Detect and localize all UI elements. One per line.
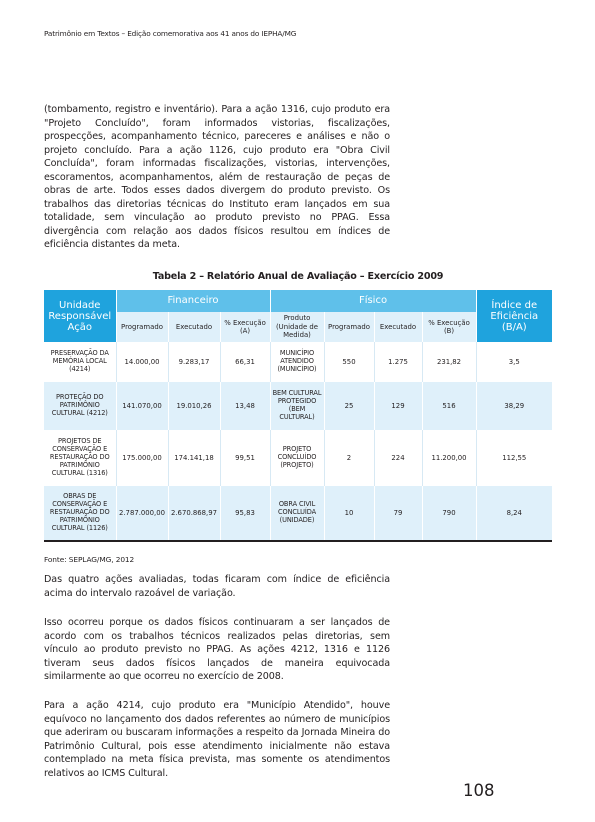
body-paragraph: Para a ação 4214, cujo produto era "Município Atendido", houve equívoco no lançamento dos dados referentes ao número de municípios que aderiram ou buscaram informações a respeito da Jornada Mineira do Patrimônio Cultural, pois esse atendimento inicialmente não estava contemplado na meta física prevista, mas somente os atendimentos relativos ao ICMS Cultural. bbox=[44, 700, 390, 779]
cell-phy-executed: 1.275 bbox=[374, 342, 422, 382]
table-source: Fonte: SEPLAG/MG, 2012 bbox=[44, 555, 135, 564]
cell-phy-pct: 790 bbox=[422, 486, 476, 540]
header-efficiency: Índice de Eficiência (B/A) bbox=[476, 290, 552, 342]
cell-product: OBRA CIVIL CONCLUÍDA (UNIDADE) bbox=[270, 486, 324, 540]
cell-phy-executed: 224 bbox=[374, 430, 422, 486]
report-table bbox=[44, 290, 552, 540]
header-fin-executed: Executado bbox=[168, 312, 220, 342]
cell-fin-programmed: 2.787.000,00 bbox=[116, 486, 168, 540]
cell-fin-pct: 66,31 bbox=[220, 342, 270, 382]
cell-phy-pct: 231,82 bbox=[422, 342, 476, 382]
header-phy-pct: % Execução (B) bbox=[422, 312, 476, 342]
cell-product: MUNICÍPIO ATENDIDO (MUNICÍPIO) bbox=[270, 342, 324, 382]
table-row bbox=[44, 342, 552, 382]
cell-fin-pct: 13,48 bbox=[220, 382, 270, 430]
cell-efficiency: 3,5 bbox=[476, 342, 552, 382]
page-number: 108 bbox=[463, 781, 495, 800]
cell-efficiency: 38,29 bbox=[476, 382, 552, 430]
header-fin-programmed: Programado bbox=[116, 312, 168, 342]
header-phy-programmed: Programado bbox=[324, 312, 374, 342]
body-paragraph: (tombamento, registro e inventário). Para a ação 1316, cujo produto era "Projeto Concluído", foram informados vistorias, fiscalizações, prospecções, acompanhamento técnico, pareceres e análises e não o projeto concluído. Para a ação 1126, cujo produto era "Obra Civil Concluída", foram informadas fiscalizações, vistorias, intervenções, escoramentos, acompanhamentos, além de restauração de peças de obras de arte. Todos esses dados divergem do produto previsto. Os trabalhos das diretorias técnicas do Instituto eram lançados em sua totalidade, sem vinculação ao produto previsto no PPAG. Essa divergência com relação aos dados físicos resultou em índices de eficiência distantes da meta. bbox=[44, 104, 390, 250]
cell-fin-executed: 2.670.868,97 bbox=[168, 486, 220, 540]
report-table-container bbox=[44, 290, 552, 542]
cell-unit: PROTEÇÃO DO PATRIMÔNIO CULTURAL (4212) bbox=[44, 382, 116, 430]
cell-efficiency: 8,24 bbox=[476, 486, 552, 540]
cell-phy-programmed: 25 bbox=[324, 382, 374, 430]
header-phy-executed: Executado bbox=[374, 312, 422, 342]
cell-unit: PROJETOS DE CONSERVAÇÃO E RESTAURAÇÃO DO PATRIMÔNIO CULTURAL (1316) bbox=[44, 430, 116, 486]
cell-fin-programmed: 141.070,00 bbox=[116, 382, 168, 430]
table-row bbox=[44, 382, 552, 430]
cell-unit: PRESERVAÇÃO DA MEMÓRIA LOCAL (4214) bbox=[44, 342, 116, 382]
running-header: Patrimônio em Textos – Edição comemorativa aos 41 anos do IEPHA/MG bbox=[44, 29, 297, 38]
cell-phy-executed: 129 bbox=[374, 382, 422, 430]
cell-fin-pct: 95,83 bbox=[220, 486, 270, 540]
header-financial: Financeiro bbox=[116, 290, 270, 312]
cell-phy-pct: 516 bbox=[422, 382, 476, 430]
cell-phy-programmed: 550 bbox=[324, 342, 374, 382]
cell-fin-executed: 174.141,18 bbox=[168, 430, 220, 486]
header-fin-pct: % Execução (A) bbox=[220, 312, 270, 342]
cell-phy-pct: 11.200,00 bbox=[422, 430, 476, 486]
cell-phy-programmed: 10 bbox=[324, 486, 374, 540]
cell-fin-programmed: 14.000,00 bbox=[116, 342, 168, 382]
header-product: Produto (Unidade de Medida) bbox=[270, 312, 324, 342]
cell-fin-executed: 9.283,17 bbox=[168, 342, 220, 382]
cell-product: BEM CULTURAL PROTEGIDO (BEM CULTURAL) bbox=[270, 382, 324, 430]
table-subheader-row bbox=[44, 312, 552, 342]
cell-fin-programmed: 175.000,00 bbox=[116, 430, 168, 486]
header-physical: Físico bbox=[270, 290, 476, 312]
table-row bbox=[44, 430, 552, 486]
table-header-row bbox=[44, 290, 552, 312]
body-paragraph: Isso ocorreu porque os dados físicos continuaram a ser lançados de acordo com os trabalhos técnicos realizados pelas diretorias, sem vínculo ao produto previsto no PPAG. As ações 4212, 1316 e 1126 tiveram seus dados físicos lançados de maneira equivocada similarmente ao que ocorreu no exercício de 2008. bbox=[44, 617, 390, 682]
cell-phy-executed: 79 bbox=[374, 486, 422, 540]
cell-product: PROJETO CONCLUÍDO (PROJETO) bbox=[270, 430, 324, 486]
cell-phy-programmed: 2 bbox=[324, 430, 374, 486]
body-paragraph: Das quatro ações avaliadas, todas ficaram com índice de eficiência acima do intervalo razoável de variação. bbox=[44, 574, 390, 599]
cell-fin-pct: 99,51 bbox=[220, 430, 270, 486]
table-row bbox=[44, 486, 552, 540]
cell-efficiency: 112,55 bbox=[476, 430, 552, 486]
cell-unit: OBRAS DE CONSERVAÇÃO E RESTAURAÇÃO DO PATRIMÔNIO CULTURAL (1126) bbox=[44, 486, 116, 540]
table-title: Tabela 2 – Relatório Anual de Avaliação – Exercício 2009 bbox=[152, 271, 444, 282]
table-bottom-rule bbox=[44, 540, 552, 542]
cell-fin-executed: 19.010,26 bbox=[168, 382, 220, 430]
header-unit: Unidade Responsável Ação bbox=[44, 290, 116, 342]
